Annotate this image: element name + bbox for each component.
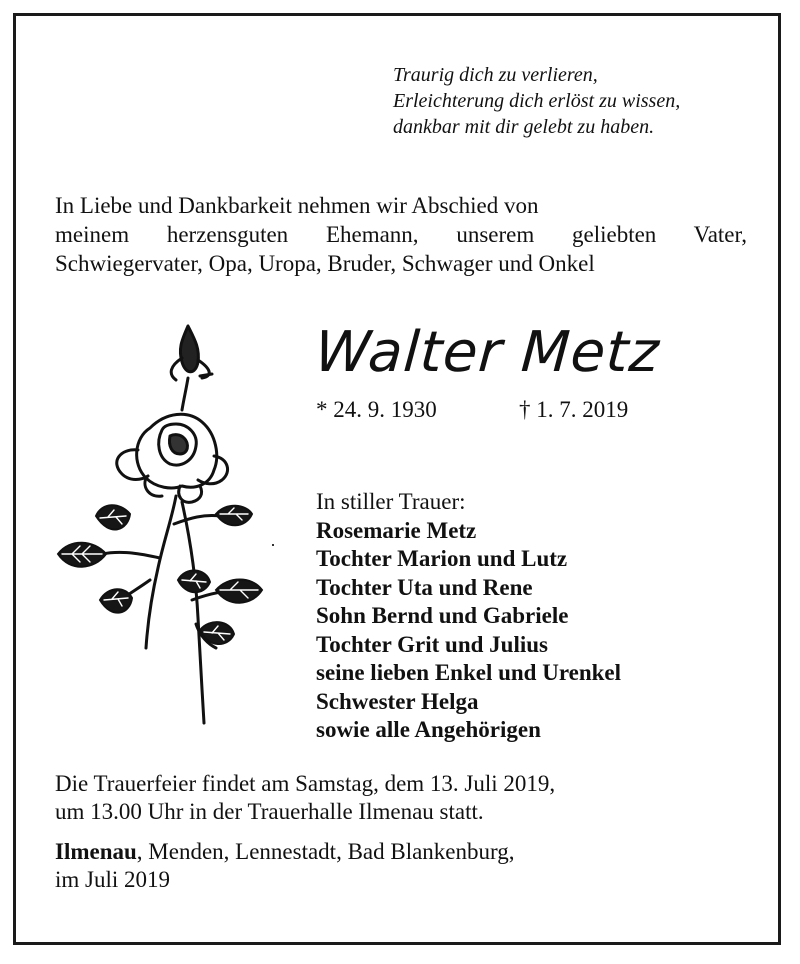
poem-line: dankbar mit dir gelebt zu haben.	[393, 116, 655, 138]
birth-date: * 24. 9. 1930	[316, 397, 437, 422]
intro-line: Schwiegervater, Opa, Uropa, Bruder, Schwager und Onkel	[55, 251, 595, 276]
main-place: Ilmenau	[55, 839, 137, 864]
poem	[393, 62, 680, 140]
funeral-info	[55, 770, 555, 826]
place-and-date	[55, 838, 515, 894]
intro-text	[55, 191, 747, 278]
funeral-line: Die Trauerfeier findet am Samstag, dem 13. Juli 2019,	[55, 771, 556, 796]
notice-date: im Juli 2019	[55, 867, 171, 892]
mourner-name: Schwester Helga	[316, 688, 479, 714]
mourner-name: Rosemarie Metz	[316, 517, 477, 543]
intro-line: In Liebe und Dankbarkeit nehmen wir Abschied von	[55, 193, 539, 218]
poem-line: Traurig dich zu verlieren,	[393, 64, 598, 86]
place-line	[55, 838, 515, 866]
mourner-name: Tochter Uta und Rene	[316, 574, 533, 600]
death-date: † 1. 7. 2019	[519, 397, 629, 422]
funeral-line: um 13.00 Uhr in der Trauerhalle Ilmenau statt.	[55, 799, 484, 824]
mourner-name: sowie alle Angehörigen	[316, 717, 541, 742]
mourners-block	[316, 488, 621, 745]
mourner-name: seine lieben Enkel und Urenkel	[316, 660, 622, 685]
mourner-name: Tochter Marion und Lutz	[316, 546, 568, 571]
life-dates	[316, 397, 629, 423]
intro-line: meinem herzensguten Ehemann, unserem geliebten Vater,	[55, 222, 747, 247]
mourners-heading: In stiller Trauer:	[316, 489, 466, 514]
poem-line: Erleichterung dich erlöst zu wissen,	[393, 90, 681, 112]
other-places: , Menden, Lennestadt, Bad Blankenburg,	[136, 839, 515, 864]
deceased-name: Walter Metz	[312, 320, 662, 385]
mourner-name: Tochter Grit und Julius	[316, 631, 548, 657]
mourner-name: Sohn Bernd und Gabriele	[316, 603, 569, 628]
ink-speck	[272, 544, 274, 546]
rose-icon	[50, 318, 275, 738]
